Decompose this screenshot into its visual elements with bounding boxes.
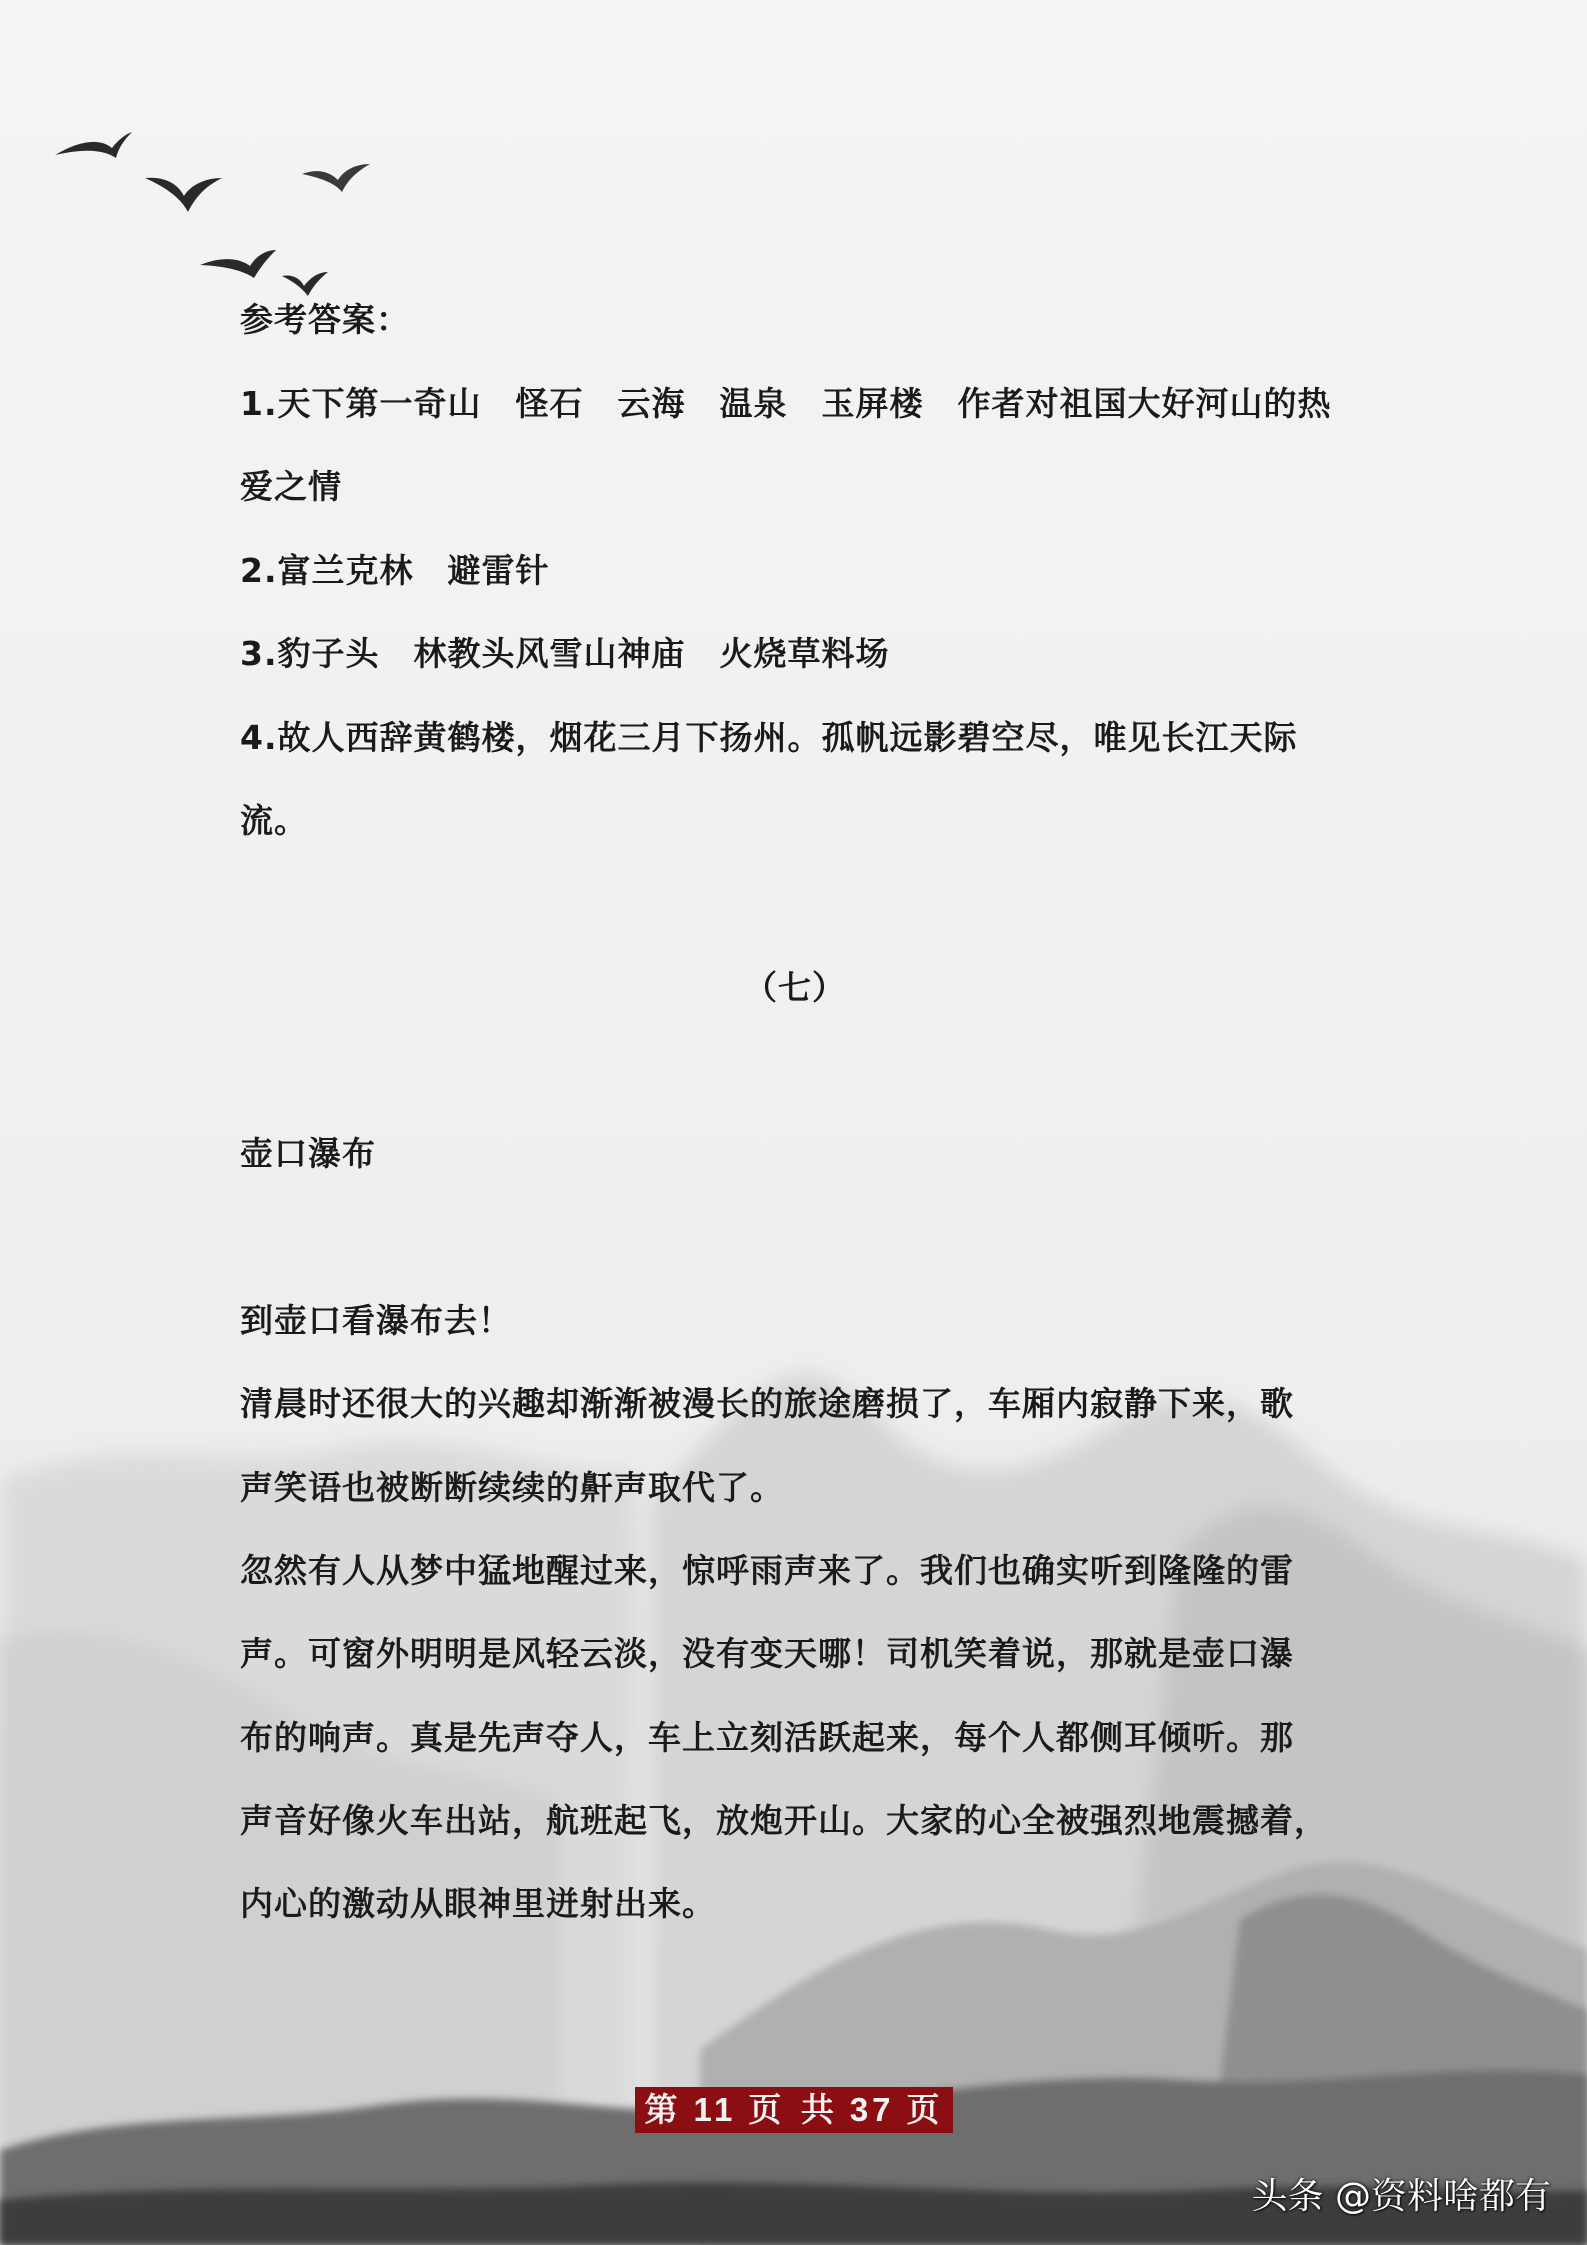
passage-line: 清晨时还很大的兴趣却渐渐被漫长的旅途磨损了，车厢内寂静下来，歌 — [240, 1384, 1294, 1423]
answer-item-1-continued: 爱之情 — [240, 467, 342, 506]
answer-item-3: 3.豹子头 林教头风雪山神庙 火烧草料场 — [240, 634, 890, 673]
passage-line: 声音好像火车出站，航班起飞，放炮开山。大家的心全被强烈地震撼着， — [240, 1801, 1328, 1840]
bird-icon — [55, 132, 132, 158]
passage-line: 忽然有人从梦中猛地醒过来，惊呼雨声来了。我们也确实听到隆隆的雷 — [240, 1551, 1294, 1590]
passage-title: 壶口瀑布 — [240, 1134, 376, 1173]
answer-item-4-continued: 流。 — [240, 801, 308, 840]
section-number: （七） — [744, 968, 846, 1007]
bird-icon — [302, 164, 370, 192]
answer-item-2: 2.富兰克林 避雷针 — [240, 551, 550, 590]
page-number-footer — [635, 2087, 953, 2133]
answers-heading: 参考答案： — [240, 300, 410, 339]
current-page-number: 11 — [693, 2091, 737, 2128]
passage-line: 声笑语也被断断续续的鼾声取代了。 — [240, 1468, 784, 1507]
answer-item-1: 1.天下第一奇山 怪石 云海 温泉 玉屏楼 作者对祖国大好河山的热 — [240, 384, 1332, 423]
total-page-count: 37 — [849, 2091, 895, 2128]
watermark: 头条 @资料啥都有 — [1251, 2176, 1551, 2217]
footer-suffix: 页 — [906, 2090, 944, 2129]
passage-line: 内心的激动从眼神里迸射出来。 — [240, 1884, 716, 1923]
footer-prefix: 第 — [644, 2090, 682, 2129]
passage-line: 布的响声。真是先声夺人，车上立刻活跃起来，每个人都侧耳倾听。那 — [240, 1718, 1294, 1757]
bird-icon — [282, 272, 328, 296]
bird-icon — [145, 178, 222, 212]
bird-icon — [200, 250, 276, 278]
passage-line: 到壶口看瀑布去！ — [240, 1301, 512, 1340]
footer-middle: 页 共 — [748, 2090, 838, 2129]
answer-item-4: 4.故人西辞黄鹤楼，烟花三月下扬州。孤帆远影碧空尽，唯见长江天际 — [240, 718, 1298, 757]
passage-line: 声。可窗外明明是风轻云淡，没有变天哪！司机笑着说，那就是壶口瀑 — [240, 1634, 1294, 1673]
